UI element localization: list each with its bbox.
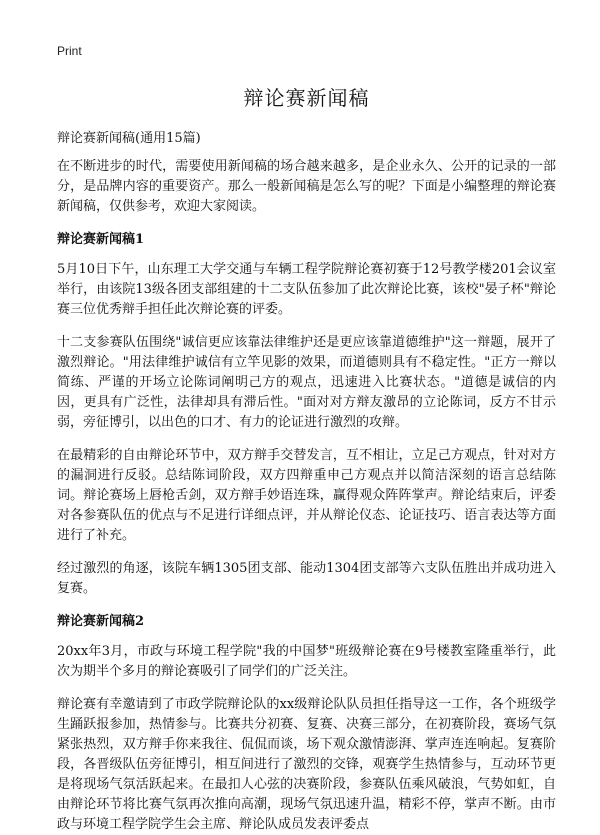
intro-paragraph: 在不断进步的时代，需要使用新闻稿的场合越来越多，是企业永久、公开的记录的一部分，是品牌内容的重要资产。那么一般新闻稿是怎么写的呢？下面是小编整理的辩论赛新闻稿，仅供参考，欢迎大家阅读。 [57, 159, 556, 214]
section-1-paragraph-3: 在最精彩的自由辩论环节中，双方辩手交替发言，互不相让，立足己方观点，针对对方的漏洞进行反驳。总结陈词阶段，双方四辩重申己方观点并以简洁深刻的语言总结陈词。辩论赛场上唇枪舌剑，双方辩手妙语连珠，赢得观众阵阵掌声。辩论结束后，评委对各参赛队伍的优点与不足进行详细点评，并从辩论仪态、论证技巧、语言表达等方面进行了补充。 [57, 448, 556, 543]
print-link[interactable]: Print [57, 44, 82, 58]
section-heading-1: 辩论赛新闻稿1 [57, 232, 145, 247]
section-2-paragraph-2: 辩论赛有幸邀请到了市政学院辩论队的xx级辩论队队员担任指导这一工作，各个班级学生踊跃报参加，热情参与。比赛共分初赛、复赛、决赛三部分，在初赛阶段，赛场气氛紧张热烈，双方辩手你来我往、侃侃而谈，场下观众激情澎湃、掌声连连响起。复赛阶段，各晋级队伍旁征博引，相互间进行了激烈的交锋，观赛学生热情参与，互动环节更是将现场气氛活跃起来。在最扣人心弦的决赛阶段，参赛队伍乘风破浪，气势如虹，自由辩论环节将比赛气氛再次推向高潮，现场气氛迅速升温，精彩不停，掌声不断。由市政与环境工程学院学生会主席、辩论队成员发表评委点 [57, 697, 556, 832]
section-heading-2: 辩论赛新闻稿2 [57, 614, 145, 629]
section-1-paragraph-4: 经过激烈的角逐，该院车辆1305团支部、能动1304团支部等六支队伍胜出并成功进入复赛。 [57, 561, 556, 596]
section-1-paragraph-2: 十二支参赛队伍围绕"诚信更应该靠法律维护还是更应该靠道德维护"这一辩题，展开了激烈辩论。"用法律维护诚信有立竿见影的效果，而道德则具有不稳定性。"正方一辩以简练、严谨的开场立论陈词阐明己方的观点，迅速进入比赛状态。"道德是诚信的内因，更具有广泛性，法律却具有滞后性。"面对对方辩友激昂的立论陈词，反方不甘示弱，旁征博引，以出色的口才、有力的论证进行激烈的攻辩。 [57, 335, 556, 430]
document-subtitle: 辩论赛新闻稿(通用15篇) [57, 131, 201, 146]
section-1-paragraph-1: 5月10日下午，山东理工大学交通与车辆工程学院辩论赛初赛于12号教学楼201会议室举行，由该院13级各团支部组建的十二支队伍参加了此次辩论比赛，该校"晏子杯"辩论赛三位优秀辩手担任此次辩论赛的评委。 [57, 262, 556, 317]
page-title: 辩论赛新闻稿 [243, 86, 370, 110]
section-2-paragraph-1: 20xx年3月，市政与环境工程学院"我的中国梦"班级辩论赛在9号楼教室隆重举行，此次为期半个多月的辩论赛吸引了同学们的广泛关注。 [57, 644, 556, 679]
